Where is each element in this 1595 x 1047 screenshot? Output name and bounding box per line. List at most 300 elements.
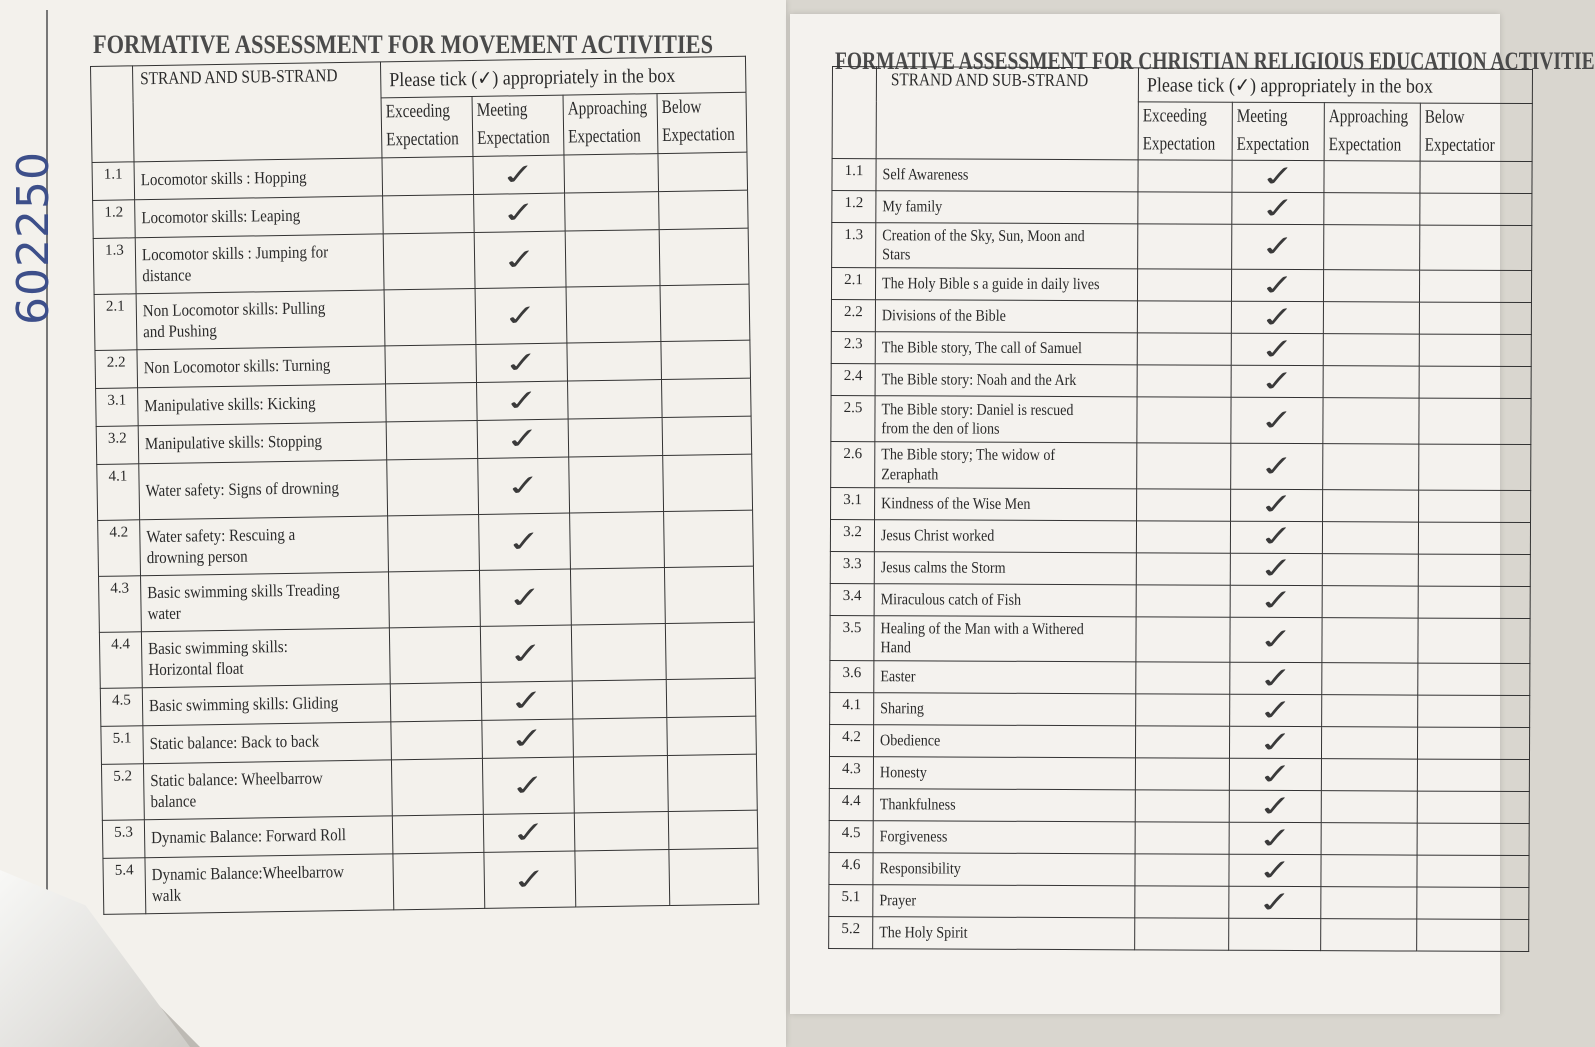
right-page bbox=[790, 14, 1595, 1014]
exceeding-checkbox[interactable] bbox=[388, 514, 480, 571]
row-number: 1.1 bbox=[92, 162, 135, 201]
table-row bbox=[101, 754, 757, 820]
meeting-checkbox[interactable] bbox=[479, 569, 571, 626]
row-number: 5.4 bbox=[103, 858, 146, 915]
row-name: The Holy Spirit bbox=[873, 917, 1135, 950]
row-number: 2.5 bbox=[831, 396, 875, 442]
exceeding-checkbox[interactable] bbox=[1135, 918, 1229, 950]
row-number: 5.2 bbox=[829, 917, 873, 949]
row-name: Non Locomotor skills: Turning bbox=[137, 346, 386, 388]
row-number: 3.4 bbox=[830, 583, 874, 615]
approaching-checkbox[interactable] bbox=[1321, 759, 1417, 791]
exceeding-checkbox[interactable] bbox=[1135, 726, 1229, 758]
meeting-checkbox[interactable] bbox=[1231, 444, 1323, 490]
approaching-checkbox[interactable] bbox=[1323, 270, 1419, 302]
table-row bbox=[94, 284, 750, 350]
col-approaching: Approaching Expectation bbox=[1324, 103, 1420, 161]
exceeding-checkbox[interactable] bbox=[1138, 160, 1232, 192]
row-number: 1.1 bbox=[832, 159, 876, 191]
meeting-checkbox[interactable] bbox=[1232, 224, 1324, 270]
row-number: 4.3 bbox=[99, 576, 142, 633]
below-checkbox[interactable] bbox=[1418, 586, 1530, 618]
row-name: Miraculous catch of Fish bbox=[874, 583, 1136, 616]
exceeding-checkbox[interactable] bbox=[1136, 585, 1230, 617]
meeting-checkbox[interactable] bbox=[1231, 489, 1323, 521]
meeting-checkbox[interactable] bbox=[1229, 726, 1321, 758]
below-checkbox[interactable] bbox=[1418, 554, 1530, 586]
below-checkbox[interactable] bbox=[1417, 727, 1529, 759]
tick-mark-icon: ✓ bbox=[509, 815, 549, 851]
exceeding-checkbox[interactable] bbox=[1135, 822, 1229, 854]
table-row bbox=[103, 848, 759, 914]
approaching-checkbox[interactable] bbox=[1321, 887, 1417, 919]
tick-mark-icon: ✓ bbox=[502, 345, 542, 381]
meeting-checkbox[interactable] bbox=[479, 513, 571, 570]
meeting-checkbox[interactable] bbox=[484, 851, 576, 908]
row-number: 3.1 bbox=[96, 388, 139, 427]
row-number: 1.3 bbox=[93, 238, 136, 295]
row-name: Honesty bbox=[873, 757, 1135, 790]
tick-mark-icon: ✓ bbox=[504, 468, 544, 504]
row-number: 4.1 bbox=[97, 464, 140, 521]
approaching-checkbox[interactable] bbox=[1321, 791, 1417, 823]
approaching-checkbox[interactable] bbox=[570, 512, 665, 569]
meeting-checkbox[interactable] bbox=[1232, 192, 1324, 224]
row-number: 5.1 bbox=[101, 726, 144, 765]
below-checkbox[interactable] bbox=[1419, 366, 1531, 398]
tick-mark-icon: ✓ bbox=[507, 683, 547, 719]
left-page bbox=[0, 0, 786, 1047]
below-checkbox[interactable] bbox=[1417, 887, 1529, 919]
tick-mark-icon: ✓ bbox=[1255, 789, 1295, 824]
tick-mark-icon: ✓ bbox=[1255, 853, 1295, 888]
approaching-checkbox[interactable] bbox=[565, 192, 660, 231]
row-number: 3.1 bbox=[831, 487, 875, 519]
meeting-checkbox[interactable] bbox=[1229, 854, 1321, 886]
approaching-checkbox[interactable] bbox=[1322, 521, 1418, 553]
table-row bbox=[829, 757, 1529, 792]
meeting-checkbox[interactable] bbox=[478, 457, 570, 514]
row-number: 5.2 bbox=[101, 764, 144, 821]
meeting-checkbox[interactable] bbox=[1230, 617, 1322, 663]
tick-instruction-header: Please tick (✓) appropriately in the box bbox=[380, 56, 746, 98]
approaching-checkbox[interactable] bbox=[568, 380, 663, 419]
approaching-checkbox[interactable] bbox=[1323, 444, 1419, 490]
approaching-checkbox[interactable] bbox=[575, 850, 670, 907]
exceeding-checkbox[interactable] bbox=[392, 814, 484, 853]
exceeding-checkbox[interactable] bbox=[1137, 443, 1231, 489]
below-checkbox[interactable] bbox=[667, 716, 757, 755]
below-checkbox[interactable] bbox=[1419, 334, 1531, 366]
tick-mark-icon: ✓ bbox=[1258, 268, 1297, 304]
row-name: Sharing bbox=[874, 693, 1136, 726]
tick-mark-icon: ✓ bbox=[1256, 661, 1296, 696]
below-checkbox[interactable] bbox=[665, 622, 755, 679]
exceeding-checkbox[interactable] bbox=[1135, 790, 1229, 822]
meeting-checkbox[interactable] bbox=[1229, 822, 1321, 854]
approaching-checkbox[interactable] bbox=[1322, 695, 1418, 727]
row-name: Creation of the Sky, Sun, Moon and Stars bbox=[876, 223, 1138, 270]
tick-mark-icon: ✓ bbox=[505, 580, 545, 616]
exceeding-checkbox[interactable] bbox=[1137, 269, 1231, 301]
row-number: 4.5 bbox=[100, 688, 143, 727]
row-name: Water safety: Rescuing a drowning person bbox=[140, 516, 389, 576]
approaching-checkbox[interactable] bbox=[574, 812, 669, 851]
row-name: Thankfulness bbox=[873, 789, 1135, 822]
below-checkbox[interactable] bbox=[1417, 823, 1529, 855]
tick-mark-icon: ✓ bbox=[503, 421, 543, 457]
exceeding-checkbox[interactable] bbox=[1136, 662, 1230, 694]
tick-mark-icon: ✓ bbox=[1256, 693, 1295, 728]
row-name: Jesus Christ worked bbox=[874, 519, 1136, 552]
exceeding-checkbox[interactable] bbox=[389, 626, 481, 683]
row-number: 2.6 bbox=[831, 442, 875, 488]
approaching-checkbox[interactable] bbox=[565, 230, 660, 287]
row-number: 1.3 bbox=[832, 223, 876, 269]
table-row bbox=[829, 853, 1529, 888]
meeting-checkbox[interactable] bbox=[480, 625, 572, 682]
col-exceeding: Exceeding Expectation bbox=[1138, 102, 1232, 160]
approaching-checkbox[interactable] bbox=[573, 718, 668, 757]
left-table-body bbox=[92, 152, 759, 914]
meeting-checkbox[interactable] bbox=[1230, 662, 1322, 694]
exceeding-checkbox[interactable] bbox=[386, 420, 478, 459]
tick-mark-icon: ✓ bbox=[1258, 229, 1298, 265]
row-name: Static balance: Back to back bbox=[143, 722, 392, 764]
tick-mark-icon: ✓ bbox=[1257, 449, 1297, 484]
table-row bbox=[832, 223, 1532, 271]
row-name: Manipulative skills: Kicking bbox=[138, 384, 387, 426]
exceeding-checkbox[interactable] bbox=[386, 382, 478, 421]
row-name: Locomotor skills : Hopping bbox=[134, 158, 383, 200]
exceeding-checkbox[interactable] bbox=[1137, 397, 1231, 443]
table-row bbox=[97, 454, 753, 520]
exceeding-checkbox[interactable] bbox=[390, 682, 482, 721]
row-number: 2.2 bbox=[831, 300, 875, 332]
row-number: 3.3 bbox=[830, 551, 874, 583]
tick-mark-icon: ✓ bbox=[508, 721, 548, 757]
row-name: Water safety: Signs of drowning bbox=[139, 460, 388, 520]
meeting-checkbox[interactable] bbox=[473, 155, 565, 194]
below-checkbox[interactable] bbox=[659, 190, 749, 229]
movement-assessment-table bbox=[90, 56, 759, 915]
row-number: 4.3 bbox=[829, 757, 873, 789]
table-row bbox=[830, 661, 1530, 696]
row-name: Dynamic Balance: Forward Roll bbox=[144, 816, 393, 858]
table-row bbox=[829, 821, 1529, 856]
row-name: Forgiveness bbox=[873, 821, 1135, 854]
row-number: 4.5 bbox=[829, 821, 873, 853]
cre-assessment-table bbox=[828, 66, 1533, 952]
below-checkbox[interactable] bbox=[1420, 161, 1532, 193]
below-checkbox[interactable] bbox=[1419, 398, 1531, 444]
row-name: Locomotor skills: Leaping bbox=[135, 196, 384, 238]
exceeding-checkbox[interactable] bbox=[1138, 192, 1232, 224]
meeting-checkbox[interactable] bbox=[474, 231, 566, 288]
row-name: Basic swimming skills Treading water bbox=[141, 572, 390, 632]
tick-mark-icon: ✓ bbox=[1257, 364, 1297, 400]
tick-mark-icon: ✓ bbox=[501, 298, 541, 334]
table-row bbox=[831, 268, 1531, 303]
table-row bbox=[99, 622, 755, 688]
approaching-checkbox[interactable] bbox=[1321, 855, 1417, 887]
approaching-checkbox[interactable] bbox=[1323, 366, 1419, 398]
approaching-checkbox[interactable] bbox=[571, 624, 666, 681]
meeting-checkbox[interactable] bbox=[1231, 302, 1323, 334]
tick-mark-icon: ✓ bbox=[1257, 487, 1296, 523]
handwritten-number: 602250 bbox=[8, 151, 59, 325]
tick-mark-icon: ✓ bbox=[500, 242, 540, 278]
below-checkbox[interactable] bbox=[1418, 618, 1530, 664]
exceeding-checkbox[interactable] bbox=[1135, 854, 1229, 886]
right-table-body bbox=[829, 159, 1532, 952]
below-checkbox[interactable] bbox=[1417, 759, 1529, 791]
tick-mark-icon: ✓ bbox=[1257, 403, 1297, 439]
row-name: My family bbox=[876, 191, 1138, 224]
row-name: Kindness of the Wise Men bbox=[875, 487, 1137, 520]
approaching-checkbox[interactable] bbox=[566, 286, 661, 343]
row-name: Manipulative skills: Stopping bbox=[138, 422, 387, 464]
table-row bbox=[830, 519, 1530, 554]
exceeding-checkbox[interactable] bbox=[1137, 489, 1231, 521]
row-number: 2.1 bbox=[831, 268, 875, 300]
exceeding-checkbox[interactable] bbox=[382, 156, 474, 195]
exceeding-checkbox[interactable] bbox=[385, 344, 477, 383]
tick-mark-icon: ✓ bbox=[1256, 583, 1296, 619]
approaching-checkbox[interactable] bbox=[569, 456, 664, 513]
approaching-checkbox[interactable] bbox=[1324, 193, 1420, 225]
tick-mark-icon: ✓ bbox=[1258, 159, 1298, 194]
exceeding-checkbox[interactable] bbox=[1138, 224, 1232, 270]
below-checkbox[interactable] bbox=[1418, 663, 1530, 695]
meeting-checkbox[interactable] bbox=[481, 681, 573, 720]
below-checkbox[interactable] bbox=[668, 810, 758, 849]
table-row bbox=[832, 159, 1532, 194]
below-checkbox[interactable] bbox=[1417, 855, 1529, 887]
num-header bbox=[832, 67, 876, 159]
row-number: 3.5 bbox=[830, 615, 874, 661]
approaching-checkbox[interactable] bbox=[1321, 919, 1417, 951]
meeting-checkbox[interactable] bbox=[1231, 398, 1323, 444]
below-checkbox[interactable] bbox=[1419, 302, 1531, 334]
tick-instruction-header: Please tick (✓) appropriately in the box bbox=[1138, 68, 1532, 104]
row-number: 1.2 bbox=[93, 200, 136, 239]
meeting-checkbox[interactable] bbox=[1231, 366, 1323, 398]
row-name: The Bible story, The call of Samuel bbox=[875, 332, 1137, 365]
left-title: FORMATIVE ASSESSMENT FOR MOVEMENT ACTIVITIES bbox=[93, 30, 714, 59]
row-number: 4.6 bbox=[829, 853, 873, 885]
approaching-checkbox[interactable] bbox=[1322, 585, 1418, 617]
table-row bbox=[829, 885, 1529, 920]
approaching-checkbox[interactable] bbox=[570, 568, 665, 625]
exceeding-checkbox[interactable] bbox=[1137, 333, 1231, 365]
exceeding-checkbox[interactable] bbox=[1136, 553, 1230, 585]
row-name: Non Locomotor skills: Pulling and Pushing bbox=[136, 290, 385, 350]
row-number: 4.4 bbox=[99, 632, 142, 689]
approaching-checkbox[interactable] bbox=[567, 342, 662, 381]
meeting-checkbox[interactable] bbox=[1230, 694, 1322, 726]
row-name: Jesus calms the Storm bbox=[874, 551, 1136, 584]
meeting-checkbox[interactable] bbox=[482, 719, 574, 758]
col-below: Below Expectation bbox=[657, 92, 747, 153]
approaching-checkbox[interactable] bbox=[1323, 302, 1419, 334]
below-checkbox[interactable] bbox=[660, 284, 750, 341]
meeting-checkbox[interactable] bbox=[482, 757, 574, 814]
below-checkbox[interactable] bbox=[1419, 270, 1531, 302]
tick-mark-icon: ✓ bbox=[1258, 191, 1298, 226]
tick-mark-icon: ✓ bbox=[508, 768, 548, 804]
num-header bbox=[91, 66, 135, 163]
meeting-checkbox[interactable] bbox=[1230, 585, 1322, 617]
row-name: Divisions of the Bible bbox=[875, 300, 1137, 333]
exceeding-checkbox[interactable] bbox=[388, 570, 480, 627]
row-number: 2.2 bbox=[95, 350, 138, 389]
meeting-checkbox[interactable] bbox=[477, 381, 569, 420]
exceeding-checkbox[interactable] bbox=[1135, 886, 1229, 918]
below-checkbox[interactable] bbox=[664, 510, 754, 567]
below-checkbox[interactable] bbox=[1418, 695, 1530, 727]
approaching-checkbox[interactable] bbox=[1323, 398, 1419, 444]
below-checkbox[interactable] bbox=[658, 152, 748, 191]
tick-mark-icon: ✓ bbox=[1258, 300, 1297, 336]
row-name: Obedience bbox=[873, 725, 1135, 758]
below-checkbox[interactable] bbox=[661, 378, 751, 417]
approaching-checkbox[interactable] bbox=[568, 418, 663, 457]
below-checkbox[interactable] bbox=[664, 566, 754, 623]
tick-mark-icon: ✓ bbox=[1257, 332, 1297, 368]
row-number: 4.4 bbox=[829, 789, 873, 821]
meeting-checkbox[interactable] bbox=[474, 193, 566, 232]
table-row bbox=[831, 487, 1531, 522]
col-meeting: Meeting Expectation bbox=[472, 95, 564, 156]
row-name: The Bible story; The widow of Zeraphath bbox=[875, 442, 1137, 489]
meeting-checkbox[interactable] bbox=[475, 287, 567, 344]
exceeding-checkbox[interactable] bbox=[387, 458, 479, 515]
below-checkbox[interactable] bbox=[659, 228, 749, 285]
below-checkbox[interactable] bbox=[663, 454, 753, 511]
below-checkbox[interactable] bbox=[667, 754, 757, 811]
tick-mark-icon: ✓ bbox=[510, 862, 550, 898]
meeting-checkbox[interactable] bbox=[1231, 270, 1323, 302]
exceeding-checkbox[interactable] bbox=[1136, 617, 1230, 663]
meeting-checkbox[interactable] bbox=[477, 419, 569, 458]
table-row bbox=[830, 583, 1530, 618]
approaching-checkbox[interactable] bbox=[1323, 334, 1419, 366]
col-exceeding: Exceeding Expectation bbox=[381, 97, 473, 158]
approaching-checkbox[interactable] bbox=[1322, 617, 1418, 663]
below-checkbox[interactable] bbox=[1418, 522, 1530, 554]
meeting-checkbox[interactable] bbox=[1232, 160, 1324, 192]
row-number: 3.2 bbox=[830, 519, 874, 551]
row-name: Easter bbox=[874, 661, 1136, 694]
row-number: 4.2 bbox=[829, 725, 873, 757]
table-row bbox=[829, 917, 1529, 952]
below-checkbox[interactable] bbox=[1417, 791, 1529, 823]
tick-mark-icon: ✓ bbox=[506, 636, 546, 672]
approaching-checkbox[interactable] bbox=[573, 756, 668, 813]
tick-mark-icon: ✓ bbox=[1256, 622, 1296, 658]
table-row bbox=[829, 725, 1529, 760]
below-checkbox[interactable] bbox=[1420, 193, 1532, 225]
approaching-checkbox[interactable] bbox=[1324, 161, 1420, 193]
approaching-checkbox[interactable] bbox=[1322, 663, 1418, 695]
below-checkbox[interactable] bbox=[1419, 490, 1531, 522]
exceeding-checkbox[interactable] bbox=[383, 232, 475, 289]
table-row bbox=[93, 228, 749, 294]
right-title: FORMATIVE ASSESSMENT FOR CHRISTIAN RELIGIOUS EDUCATION ACTIVITIE bbox=[835, 48, 1595, 75]
table-row bbox=[830, 551, 1530, 586]
exceeding-checkbox[interactable] bbox=[1137, 365, 1231, 397]
exceeding-checkbox[interactable] bbox=[391, 758, 483, 815]
row-name: The Bible story: Noah and the Ark bbox=[875, 364, 1137, 397]
col-meeting: Meeting Expectation bbox=[1232, 102, 1324, 160]
below-checkbox[interactable] bbox=[666, 678, 756, 717]
table-row bbox=[831, 396, 1531, 445]
exceeding-checkbox[interactable] bbox=[391, 720, 483, 759]
below-checkbox[interactable] bbox=[1419, 444, 1531, 490]
row-number: 1.2 bbox=[832, 191, 876, 223]
row-name: Responsibility bbox=[873, 853, 1135, 886]
row-number: 2.3 bbox=[831, 332, 875, 364]
table-row bbox=[830, 615, 1530, 663]
below-checkbox[interactable] bbox=[662, 416, 752, 455]
meeting-checkbox[interactable] bbox=[1230, 521, 1322, 553]
meeting-checkbox[interactable] bbox=[1229, 758, 1321, 790]
exceeding-checkbox[interactable] bbox=[384, 288, 476, 345]
row-name: Basic swimming skills: Horizontal float bbox=[141, 628, 390, 688]
below-checkbox[interactable] bbox=[1420, 225, 1532, 271]
tick-mark-icon: ✓ bbox=[499, 157, 539, 193]
below-checkbox[interactable] bbox=[1417, 919, 1529, 951]
approaching-checkbox[interactable] bbox=[1321, 823, 1417, 855]
row-number: 3.2 bbox=[96, 426, 139, 465]
below-checkbox[interactable] bbox=[661, 340, 751, 379]
tick-mark-icon: ✓ bbox=[1255, 885, 1295, 920]
exceeding-checkbox[interactable] bbox=[1135, 758, 1229, 790]
approaching-checkbox[interactable] bbox=[564, 154, 659, 193]
row-name: The Holy Bible s a guide in daily lives bbox=[875, 268, 1137, 301]
row-name: Self Awareness bbox=[876, 159, 1138, 192]
below-checkbox[interactable] bbox=[669, 848, 759, 905]
meeting-checkbox[interactable] bbox=[483, 813, 575, 852]
exceeding-checkbox[interactable] bbox=[1136, 521, 1230, 553]
table-row bbox=[830, 693, 1530, 728]
col-below: Below Expectatior bbox=[1420, 103, 1532, 161]
meeting-checkbox[interactable] bbox=[1231, 334, 1323, 366]
table-row bbox=[831, 300, 1531, 335]
meeting-checkbox[interactable] bbox=[476, 343, 568, 382]
tick-mark-icon: ✓ bbox=[1255, 821, 1295, 856]
col-approaching: Approaching Expectation bbox=[563, 94, 658, 155]
row-name: The Bible story: Daniel is rescued from the den of lions bbox=[875, 396, 1137, 443]
meeting-checkbox[interactable] bbox=[1229, 790, 1321, 822]
approaching-checkbox[interactable] bbox=[572, 680, 667, 719]
exceeding-checkbox[interactable] bbox=[1136, 694, 1230, 726]
approaching-checkbox[interactable] bbox=[1322, 553, 1418, 585]
exceeding-checkbox[interactable] bbox=[383, 194, 475, 233]
meeting-checkbox[interactable] bbox=[1230, 553, 1322, 585]
approaching-checkbox[interactable] bbox=[1324, 225, 1420, 271]
exceeding-checkbox[interactable] bbox=[1137, 301, 1231, 333]
approaching-checkbox[interactable] bbox=[1321, 727, 1417, 759]
table-row bbox=[98, 510, 754, 576]
row-number: 2.4 bbox=[831, 364, 875, 396]
exceeding-checkbox[interactable] bbox=[393, 852, 485, 909]
row-number: 5.3 bbox=[102, 820, 145, 859]
meeting-checkbox[interactable] bbox=[1229, 918, 1321, 950]
meeting-checkbox[interactable] bbox=[1229, 886, 1321, 918]
approaching-checkbox[interactable] bbox=[1323, 489, 1419, 521]
